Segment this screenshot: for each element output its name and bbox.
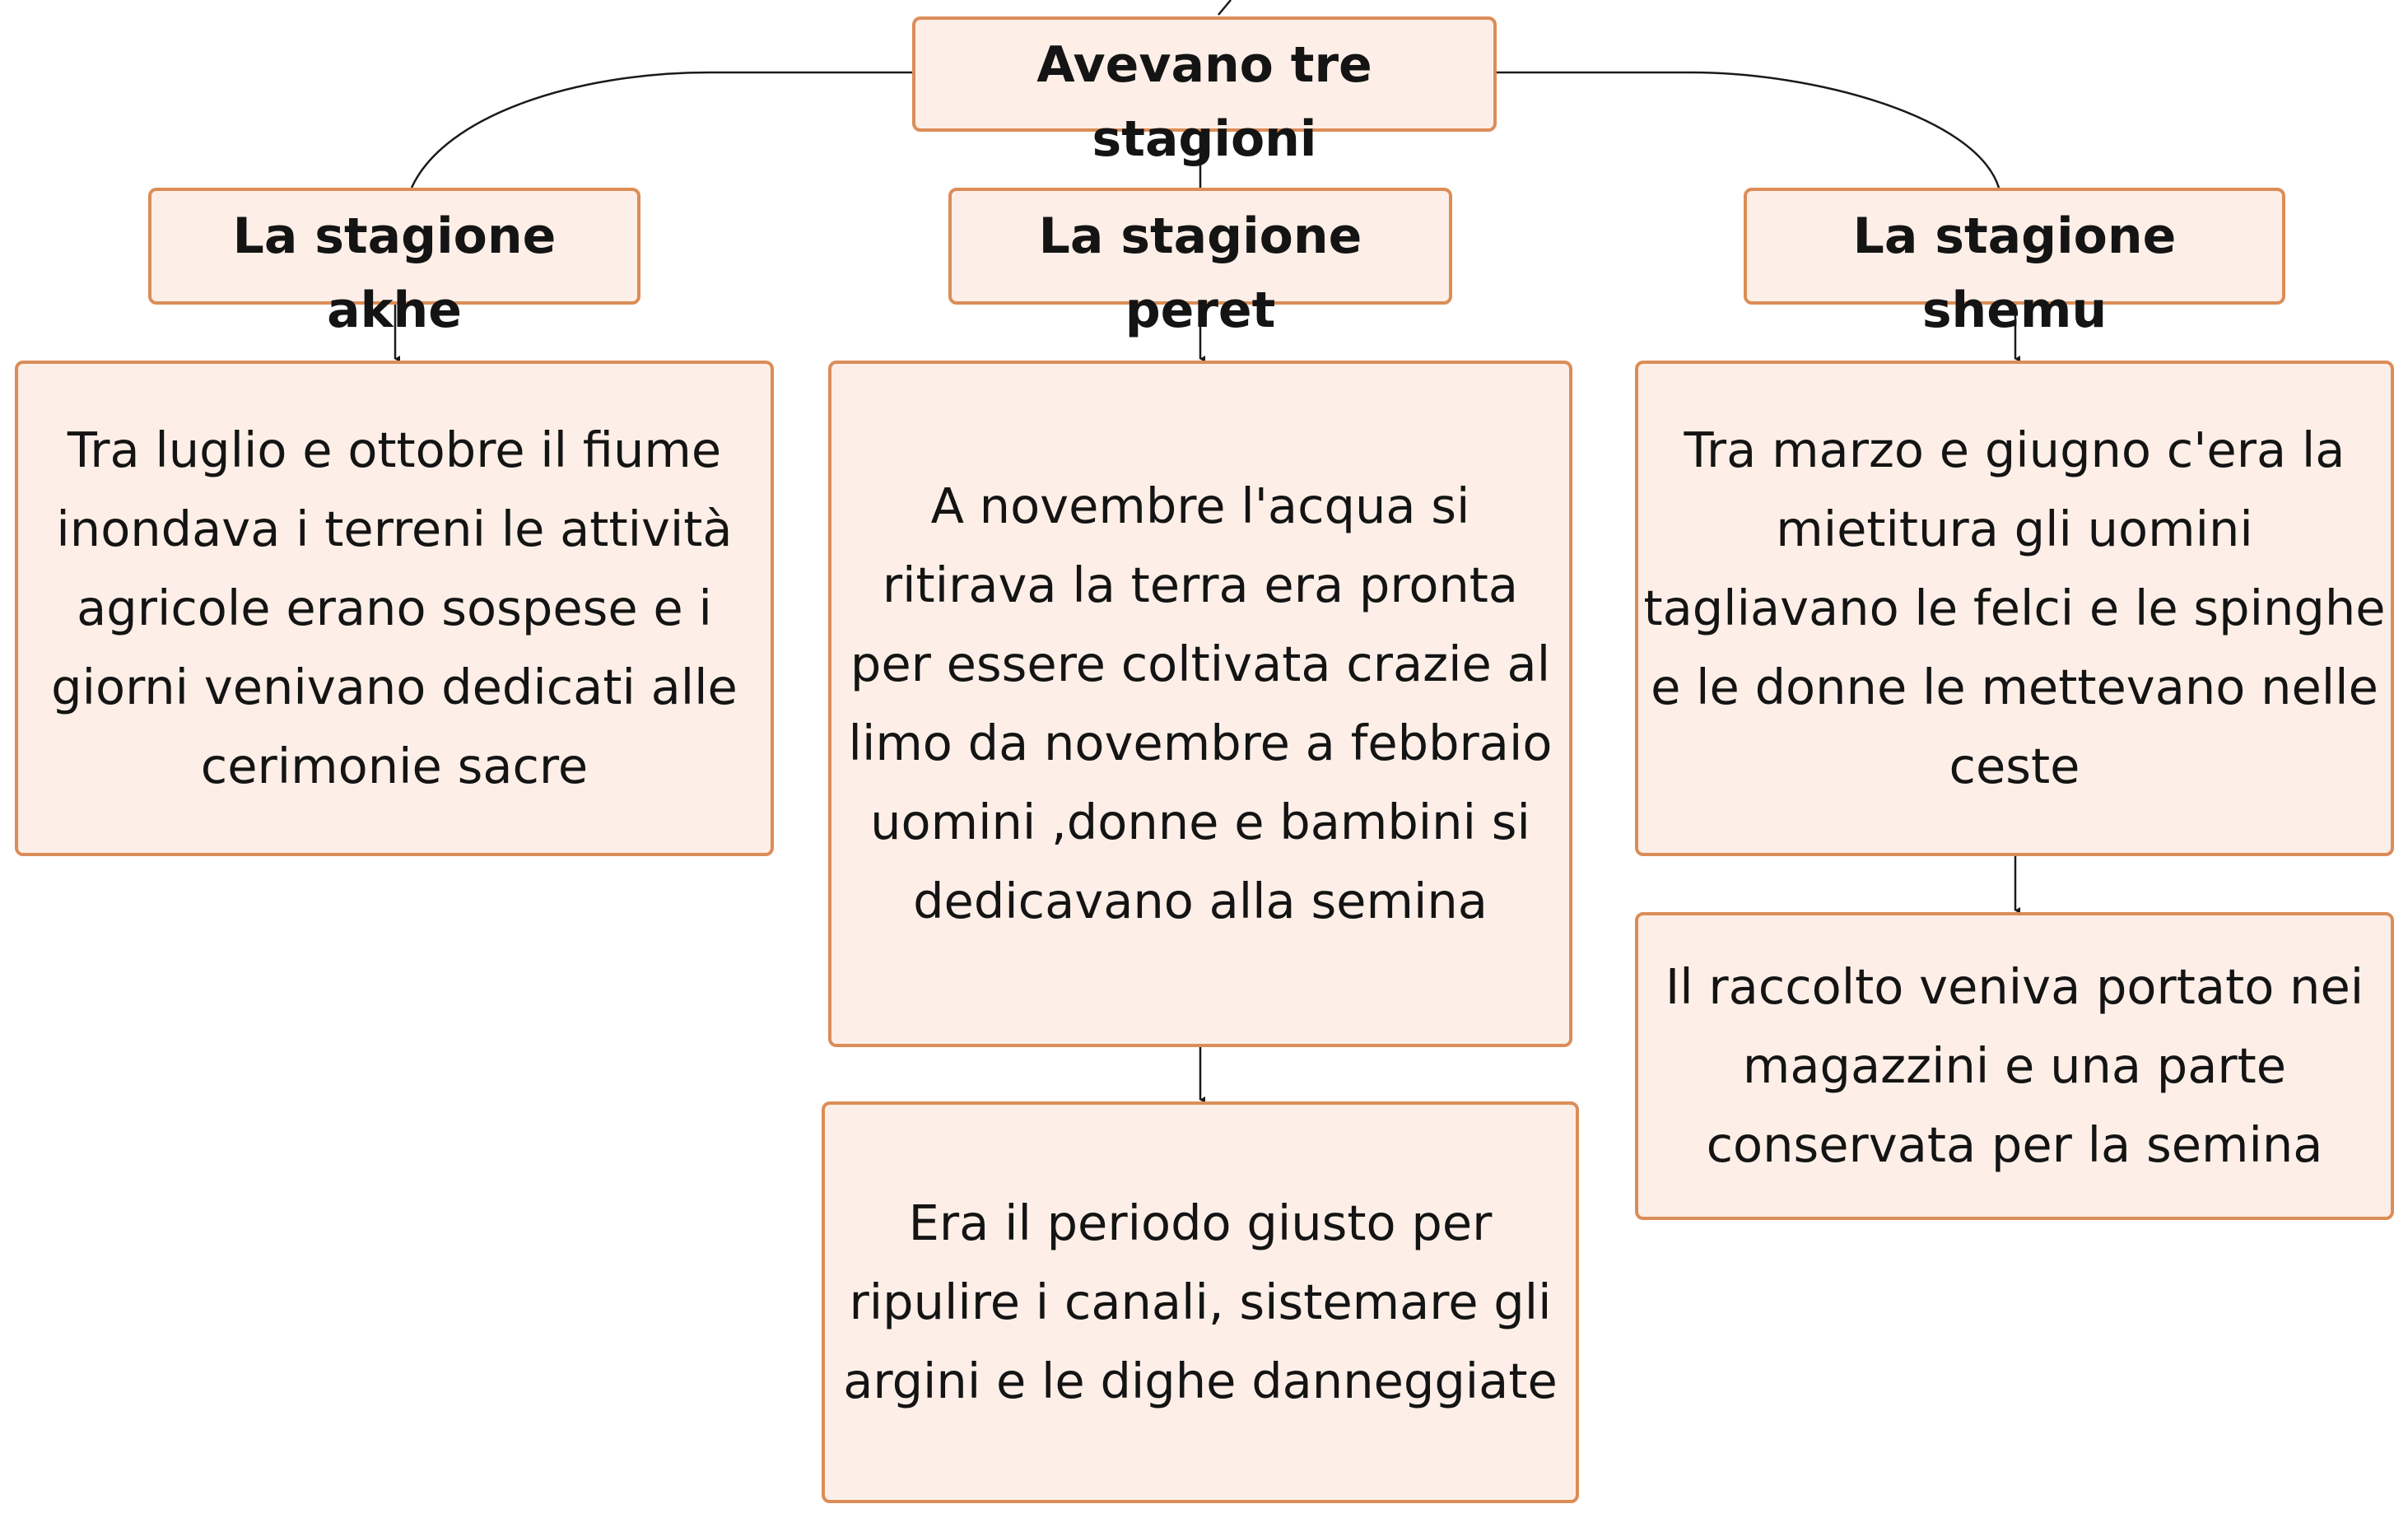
season-title-shemu: La stagione shemu xyxy=(1852,207,2177,339)
description-peret: A novembre l'acqua si ritirava la terra era pronta per essere coltivata crazie al limo da novembre a febbraio uomini ,donne e bambini si dedicavano alla semina xyxy=(848,477,1553,929)
description-akhe: Tra luglio e ottobre il fiume inondava i terreni le attività agricole erano sospese e i giorni venivano dedicati alle cerimonie sacre xyxy=(51,421,738,794)
detail-shemu: Il raccolto veniva portato nei magazzini e una parte conservata per la semina xyxy=(1665,958,2364,1173)
season-title-akhe: La stagione akhe xyxy=(232,207,557,339)
root-title: Avevano tre stagioni xyxy=(1036,36,1372,168)
season-node-akhe xyxy=(148,188,640,339)
detail-box-peret xyxy=(822,1101,1579,1503)
root-node xyxy=(912,16,1497,168)
description-box-akhe xyxy=(15,361,774,856)
description-box-shemu xyxy=(1635,361,2394,856)
description-box-peret xyxy=(828,361,1572,1047)
season-node-peret xyxy=(948,188,1452,339)
description-shemu: Tra marzo e giugno c'era la mietitura gli uomini tagliavano le felci e le spinghe e le donne le mettevano nelle ceste xyxy=(1643,421,2386,794)
connector-incoming xyxy=(1218,0,1231,15)
detail-peret: Era il periodo giusto per ripulire i canali, sistemare gli argini e le dighe danneggiate xyxy=(843,1194,1558,1409)
connector-root-to-akhe xyxy=(412,72,912,188)
season-title-peret: La stagione peret xyxy=(1038,207,1362,339)
detail-box-shemu xyxy=(1635,912,2394,1220)
connector-root-to-shemu xyxy=(1497,72,1999,188)
season-node-shemu xyxy=(1744,188,2285,339)
